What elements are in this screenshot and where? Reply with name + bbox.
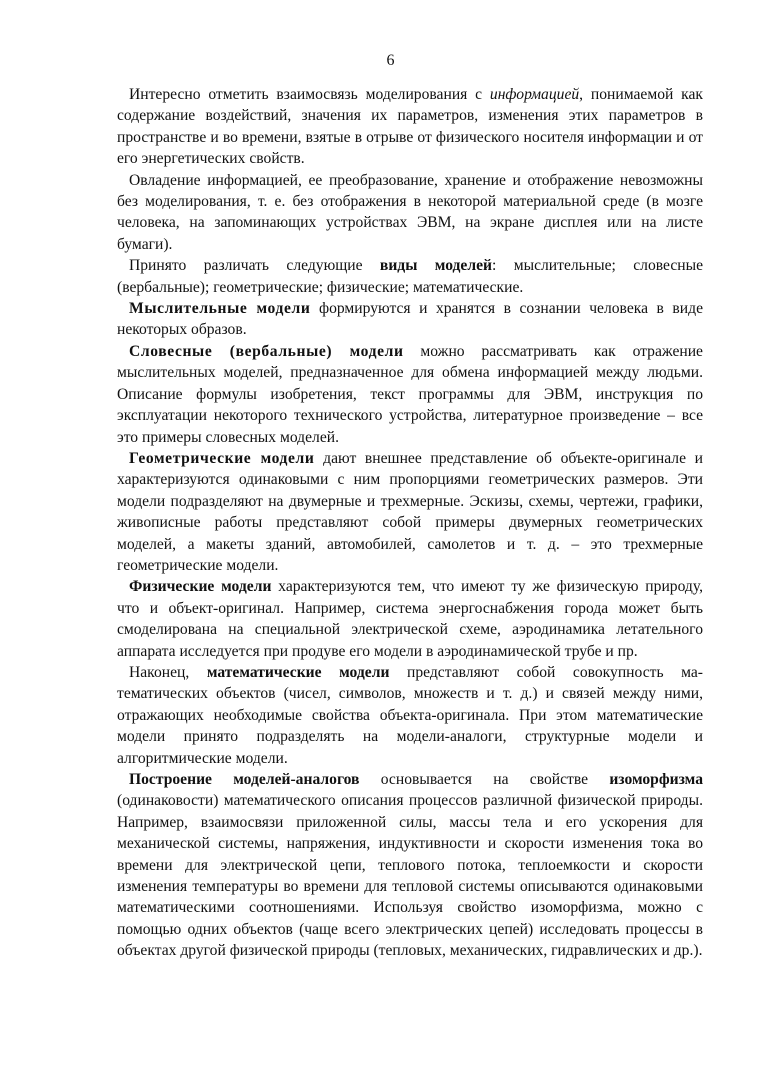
paragraph-p2: [117, 170, 703, 256]
paragraph-p9: [117, 769, 703, 962]
paragraph-p3: [117, 255, 703, 298]
paragraph-p8: [117, 662, 703, 769]
bold-term: математические модели: [206, 663, 390, 681]
paragraph-p4: [117, 298, 703, 341]
text-run: представляют собой совокупность математических объектов (чисел, символов, множеств и т. д.) и связей между ними, отражающих необходимые свойства объекта-оригинала. При этом математические модели принято подразделять на модели-аналоги, структурные модели и алгоритмические модели.: [117, 663, 703, 767]
document-body: [117, 84, 703, 962]
text-run: Наконец,: [129, 663, 207, 681]
bold-term: Построение моделей-аналогов: [129, 771, 360, 788]
text-run: формируются и хранятся в сознании человека в виде некоторых образов.: [117, 300, 703, 339]
text-run: Овладение информацией, ее преобразование, хранение и отображение невозможны без моделирования, т. е. без отображения в некоторой материальной среде (в мозге человека, на запоминающих устройствах ЭВМ, на экране дисплея или на листе бумаги).: [117, 171, 703, 253]
bold-term: изоморфизма: [609, 771, 703, 788]
paragraph-p1: [117, 84, 703, 170]
bold-term: Мыслительные модели: [129, 300, 311, 318]
bold-term: Геометрические модели: [129, 449, 315, 467]
text-run: дают внешнее представление об объекте-оригинале и характеризуются одинаковыми с ним пропорциями геометрических размеров. Эти модели подразделяют на двумерные и трехмерные. Эскизы, схемы, чертежи, графики, живописные работы представляют собой примеры двумерных геометрических моделей, а макеты зданий, автомобилей, самолетов и т. д. – это трехмерные геометрические модели.: [117, 449, 703, 574]
italic-term: информацией: [489, 86, 580, 103]
text-run: Принято различать следующие: [129, 257, 380, 275]
page-number: 6: [386, 52, 395, 69]
bold-term: Словесные (вербальные) модели: [129, 342, 404, 360]
paragraph-p7: [117, 576, 703, 662]
paragraph-p6: [117, 448, 703, 576]
text-run: (одинаковости) математического описания процессов различной физической природы. Например, взаимосвязи приложенной силы, массы тела и его ускорения для механической системы, напряжения, индуктивности и скорости изменения тока во времени для электрической цепи, теплового потока, теплоемкости и скорости изменения температуры во времени для тепловой системы описываются одинаковыми математическими соотношениями. Используя свойство изоморфизма, можно с помощью одних объектов (чаще всего электрических цепей) исследовать процессы в объектах другой физической природы (тепловых, механических, гидравлических и др.).: [117, 792, 703, 960]
bold-term: Физические модели: [129, 578, 272, 596]
text-run: можно рассматривать как отражение мыслительных моделей, предназначенное для обмена информацией между людьми. Описание формулы изобретения, текст программы для ЭВМ, инструкция по эксплуатации некоторого технического устройства, литературное произведение – все это примеры словесных моделей.: [117, 342, 703, 446]
text-run: характеризуются тем, что имеют ту же физическую природу, что и объект-оригинал. Например, система энергоснабжения города может быть смоделирована на специальной электрической схеме, аэродинамика летательного аппарата исследуется при продуве его модели в аэродинамической трубе и пр.: [117, 578, 703, 660]
text-run: основывается на свойстве: [359, 771, 610, 788]
text-run: : мыслительные; словесные (вербальные); геометрические; физические; математические.: [117, 257, 703, 296]
paragraph-p5: [117, 341, 703, 448]
text-run: , понимаемой как содержание воздействий, значения их параметров, изменения этих параметров в пространстве и во времени, взятые в отрыве от физического носителя информации и от его энергетических свойств.: [117, 86, 703, 168]
bold-term: виды моделей: [379, 257, 493, 275]
text-run: Интересно отметить взаимосвязь моделирования с: [129, 86, 490, 103]
